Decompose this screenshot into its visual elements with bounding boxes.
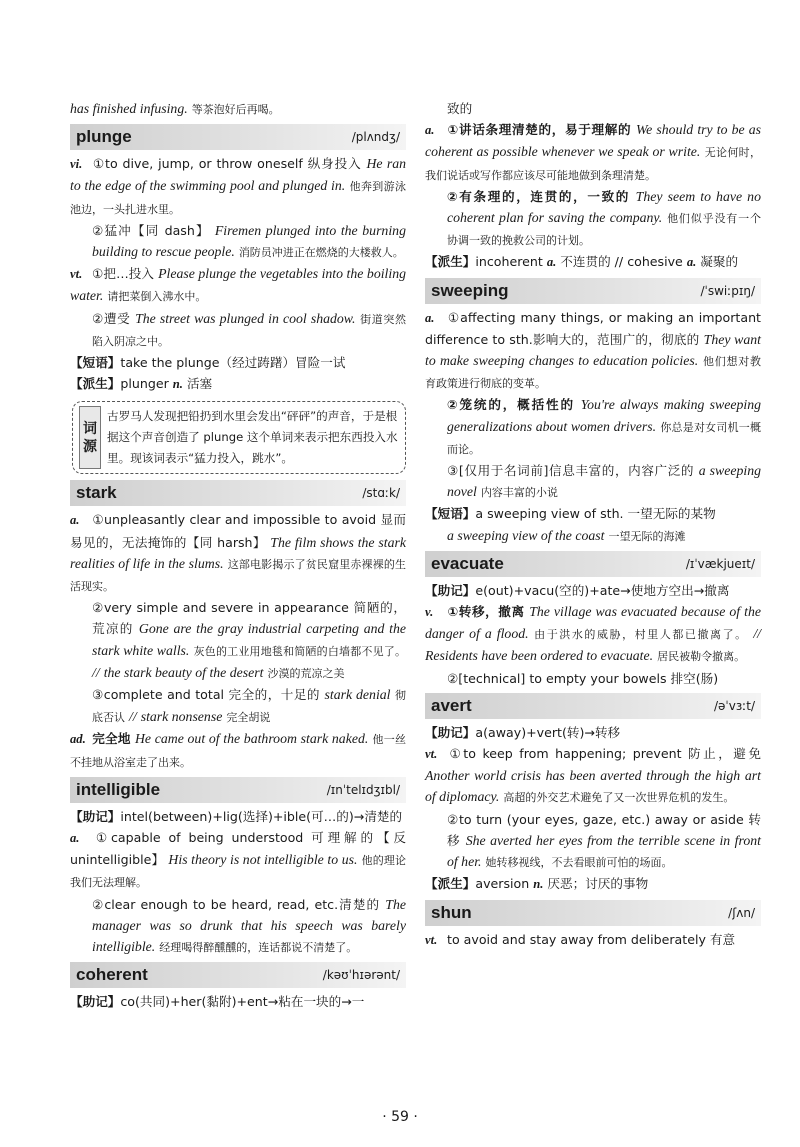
mnemonic-line: 【助记】intel(between)+lig(选择)+ible(可…的)→清楚的 [70, 808, 403, 824]
idiom-line: 【短语】take the plunge（经过踌躇）冒险一试 [70, 355, 346, 371]
sense: ②有条理的，连贯的，一致的 They seem to have no coherent plan for saving the company. 他们似乎没有一个协调一致的挽救公司的计划。 [447, 188, 761, 248]
mnemonic-line: 【助记】a(away)+vert(转)→转移 [425, 724, 621, 740]
entry-header-avert [425, 693, 761, 719]
sense: vt. ①把…投入 Please plunge the vegetables into the boiling water. 请把菜倒入沸水中。 [70, 266, 407, 304]
etymology-text: 古罗马人发现把铅扔到水里会发出“砰砰”的声音，于是根据这个声音创造了 plunge 这个单词来表示把东西投入水里。现该词表示“猛力投入，跳水”。 [107, 409, 398, 466]
idiom-line: 【短语】a sweeping view of sth. 一望无际的某物 [425, 506, 716, 522]
derivative-line: 【派生】plunger n. 活塞 [70, 376, 213, 392]
derivative-line: 【派生】aversion n. 厌恶；讨厌的事物 [425, 876, 649, 892]
sense: a. ①unpleasantly clear and impossible to avoid 显而易见的，无法掩饰的【同 harsh】 The film shows the stark realities of life in the slums. 这部电影揭示了贫民窟里赤裸裸的生活现实。 [70, 512, 406, 594]
sense: ②笼统的，概括性的 You're always making sweeping generalizations about women drivers. 你总是对女司机一概而论。 [447, 397, 761, 456]
sense: a. ①讲话条理清楚的，易于理解的 We should try to be as coherent as possible whenever we speak or write. 无论何时，我们说话或写作都应该尽可能地做到条理清楚。 [425, 122, 762, 182]
headword: intelligible [76, 779, 161, 799]
headword: sweeping [431, 280, 509, 300]
headword: avert [431, 695, 472, 715]
sense: ②[technical] to empty your bowels 排空(肠) [447, 670, 719, 686]
entry-header-coherent [70, 962, 406, 988]
idiom-example: a sweeping view of the coast 一望无际的海滩 [447, 527, 686, 543]
continued-text: 致的 [447, 101, 473, 116]
phonetic: /ˈswiːpɪŋ/ [700, 283, 755, 298]
headword: stark [76, 483, 117, 503]
left-column [70, 98, 406, 1013]
sense: ad. 完全地 He came out of the bathroom stark naked. 他一丝不挂地从浴室走了出来。 [70, 731, 407, 769]
phonetic: /ɪnˈtelɪdʒɪbl/ [326, 782, 400, 797]
sense: a. ①affecting many things, or making an important difference to sth.影响大的，范围广的，彻底的 They want to make sweeping changes to education policies. 他们想对教育政策进行彻底的变革。 [425, 309, 761, 391]
sense: ②猛冲【同 dash】 Firemen plunged into the burning building to rescue people. 消防员冲进正在燃烧的大楼救人。 [92, 222, 406, 260]
phonetic: /kəʊˈhɪərənt/ [322, 968, 400, 983]
sense: vi. ①to dive, jump, or throw oneself 纵身投入 He ran to the edge of the swimming pool and plunged in. 他奔到游泳池边，一头扎进水里。 [70, 156, 407, 216]
headword: evacuate [431, 553, 504, 573]
derivative-line: 【派生】incoherent a. 不连贯的 // cohesive a. 凝聚的 [425, 254, 739, 270]
sense: vt. to avoid and stay away from deliberately 有意 [425, 931, 736, 947]
phonetic: /ʃʌn/ [728, 905, 755, 920]
mnemonic-line: 【助记】e(out)+vacu(空的)+ate→使地方空出→撤离 [425, 582, 730, 598]
phonetic: /plʌndʒ/ [351, 130, 400, 145]
mnemonic-line: 【助记】co(共同)+her(黏附)+ent→粘在一块的→一 [70, 994, 365, 1010]
headword: coherent [76, 965, 148, 985]
right-column [425, 98, 761, 951]
sense: ③[仅用于名词前]信息丰富的，内容广泛的 a sweeping novel 内容丰富的小说 [447, 463, 761, 500]
page-number: · 59 · [382, 1109, 418, 1125]
entry-header-sweeping [425, 278, 761, 304]
sense: v. ①转移，撤离 The village was evacuated because of the danger of a flood. 由于洪水的威胁，村里人都已撤离了。 // Residents have been ordered to evacuate. 居民被勒令撤离。 [425, 604, 761, 664]
entry-header-shun [425, 900, 761, 926]
continued-text: has finished infusing. 等茶泡好后再喝。 [70, 101, 280, 116]
phonetic: /stɑːk/ [362, 486, 400, 501]
phonetic: /ɪˈvækjueɪt/ [685, 556, 755, 571]
sense: a. ①capable of being understood 可理解的【反 unintelligible】 His theory is not intelligible to us. 他的理论我们无法理解。 [70, 830, 406, 890]
entry-header-stark [70, 480, 406, 506]
sense: ②遭受 The street was plunged in cool shadow. 街道突然陷入阴凉之中。 [92, 310, 407, 348]
sense: ②very simple and severe in appearance 简陋的，荒凉的 Gone are the gray industrial carpeting and the stark white walls. 灰色的工业用地毯和简陋的白墙都不见了。 // the stark beauty of the desert 沙漠的荒凉之美 [92, 600, 406, 680]
entry-header-evacuate [425, 551, 761, 577]
sense: ③complete and total 完全的，十足的 stark denial 彻底否认 // stark nonsense 完全胡说 [92, 687, 406, 725]
sense: vt. ①to keep from happening; prevent 防止，避免 Another world crisis has been averted through the high art of diplomacy. 高超的外交艺术避免了又一次世界危机的发生。 [425, 746, 761, 805]
entry-header-plunge [70, 124, 406, 150]
headword: plunge [76, 127, 132, 147]
etymology-box [72, 401, 406, 474]
headword: shun [431, 902, 472, 922]
entry-header-intelligible [70, 777, 406, 803]
phonetic: /əˈvɜːt/ [714, 698, 755, 713]
sense: ②clear enough to be heard, read, etc.清楚的 The manager was so drunk that his speech was barely intelligible. 经理喝得醉醺醺的，连话都说不清楚了。 [92, 896, 406, 955]
etymology-badge: 词源 [79, 406, 101, 469]
sense: ②to turn (your eyes, gaze, etc.) away or aside 转移 She averted her eyes from the terrible scene in front of her. 她转移视线，不去看眼前可怕的场面。 [447, 811, 761, 870]
